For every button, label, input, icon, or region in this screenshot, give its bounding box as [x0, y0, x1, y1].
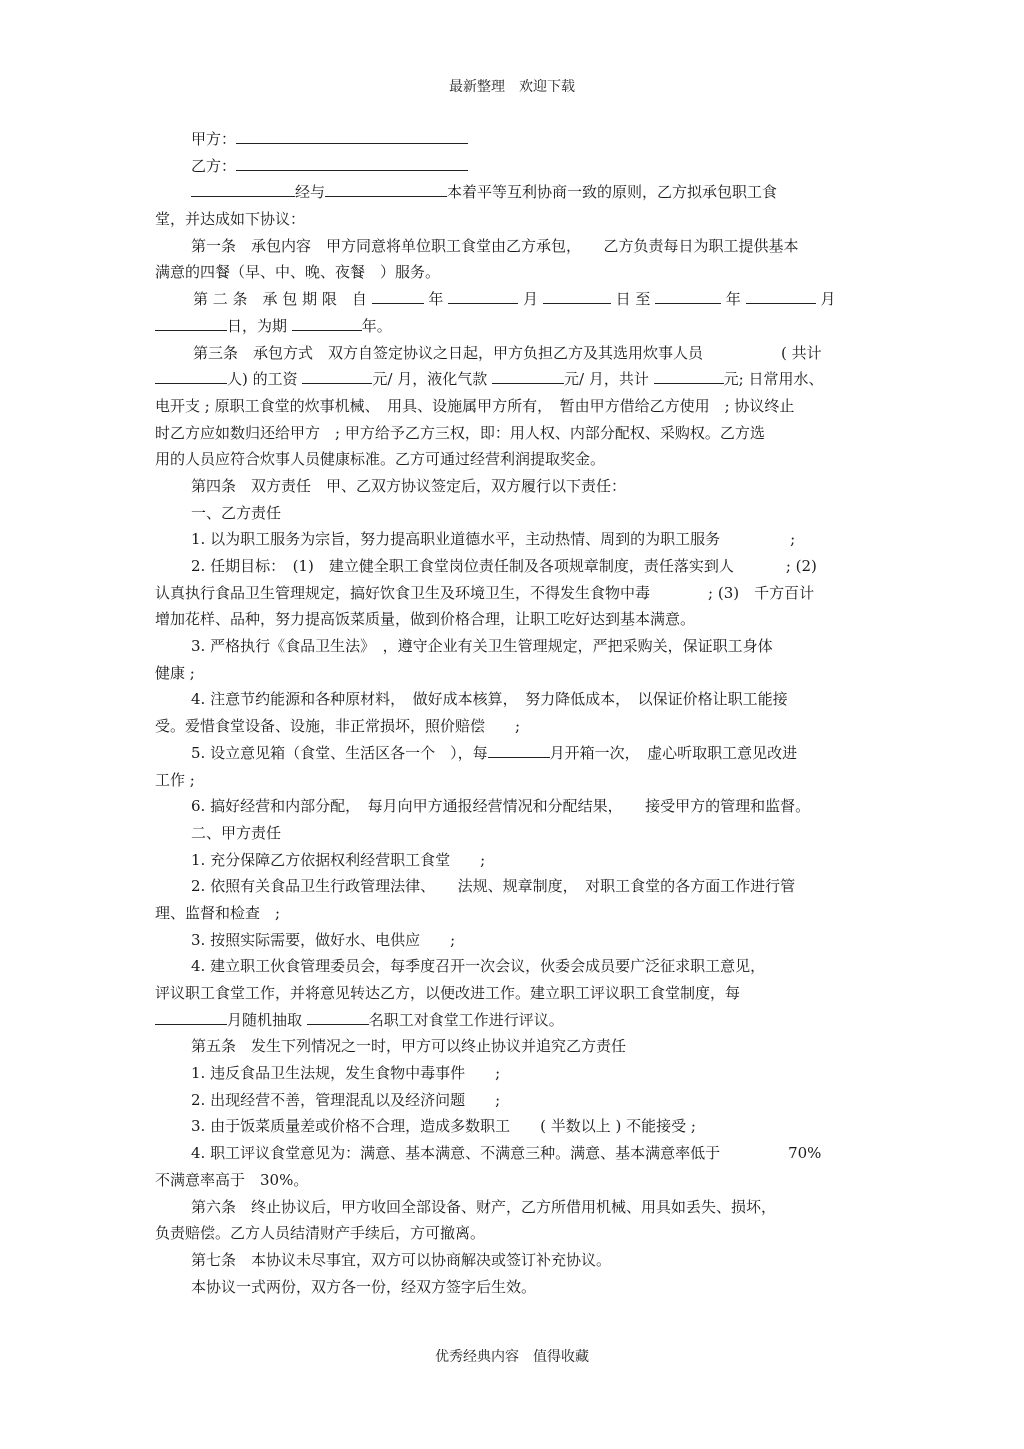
page-header: 最新整理 欢迎下载 — [449, 79, 575, 95]
paragraph-line: 时乙方应如数归还给甲方 ; 甲方给予乙方三权，即：用人权、内部分配权、采购权。乙方选 — [155, 423, 765, 442]
party-b-blank[interactable] — [236, 154, 468, 171]
article-2-line — [155, 286, 867, 313]
list-item — [155, 526, 867, 553]
party-a-line — [155, 126, 867, 153]
blank[interactable] — [448, 287, 518, 304]
blank[interactable] — [488, 741, 550, 758]
paragraph-line: 不满意率高于 30%。 — [155, 1170, 309, 1189]
text: 月随机抽取 — [227, 1010, 303, 1029]
list-item: 2. 出现经营不善，管理混乱以及经济问题 ; — [191, 1090, 501, 1109]
party-b-label: 乙方： — [191, 156, 237, 175]
text: 年。 — [361, 316, 392, 335]
text: ; — [790, 530, 796, 549]
section-heading: 二、甲方责任 — [191, 823, 282, 842]
text: 日 至 — [615, 290, 651, 309]
blank[interactable] — [372, 287, 424, 304]
party-a-blank[interactable] — [236, 127, 468, 144]
text: 人) 的工资 — [227, 370, 298, 389]
paragraph-line: 用的人员应符合炊事人员健康标准。乙方可通过经营利润提取奖金。 — [155, 450, 606, 469]
list-item: 3. 按照实际需要，做好水、电供应 ; — [191, 930, 456, 949]
closing-line: 本协议一式两份，双方各一份，经双方签字后生效。 — [191, 1277, 537, 1296]
text: 年 — [428, 290, 444, 309]
paragraph-line — [155, 1007, 867, 1034]
blank[interactable] — [155, 314, 227, 331]
article-4-line: 第四条 双方责任 甲、乙双方协议签定后，双方履行以下责任： — [191, 476, 627, 495]
list-item: 6. 搞好经营和内部分配， 每月向甲方通报经营情况和分配结果， 接受甲方的管理和监督。 — [191, 797, 811, 816]
text: 日，为期 — [227, 316, 288, 335]
blank[interactable] — [155, 367, 227, 384]
text: 70% — [788, 1144, 822, 1163]
paragraph-line: 负责赔偿。乙方人员结清财产手续后，方可撤离。 — [155, 1224, 486, 1243]
paragraph-line: 电开支 ; 原职工食堂的炊事机械、 用具、设施属甲方所有， 暂由甲方借给乙方使用 ; 协议终止 — [155, 396, 795, 415]
text: 元/ 月，共计 — [564, 370, 649, 389]
text: 月开箱一次， 虚心听取职工意见改进 — [549, 743, 798, 762]
blank[interactable] — [155, 1008, 227, 1025]
text: ( 共计 — [781, 343, 822, 362]
blank[interactable] — [543, 287, 611, 304]
text: 月 — [522, 290, 538, 309]
paragraph-line — [155, 366, 867, 393]
article-7-line: 第七条 本协议未尽事宜，双方可以协商解决或签订补充协议。 — [191, 1250, 612, 1269]
list-item: 2. 依照有关食品卫生行政管理法律、 法规、规章制度， 对职工食堂的各方面工作进行管 — [191, 877, 796, 896]
text: 1. 以为职工服务为宗旨，努力提高职业道德水平，主动热情、周到的为职工服务 — [191, 530, 721, 549]
paragraph-line — [155, 313, 867, 340]
blank[interactable] — [191, 180, 295, 197]
list-item: 4. 建立职工伙食管理委员会，每季度召开一次会议，伙委会成员要广泛征求职工意见， — [191, 957, 766, 976]
party-b-line — [155, 153, 867, 180]
list-item — [155, 740, 867, 767]
text: 名职工对食堂工作进行评议。 — [368, 1010, 564, 1029]
paragraph-line — [155, 580, 867, 607]
paragraph-line: 堂，并达成如下协议： — [155, 210, 306, 229]
text: 元; 日常用水、 — [723, 370, 824, 389]
paragraph-line: 理、监督和检查 ; — [155, 903, 281, 922]
party-a-label: 甲方： — [191, 130, 237, 148]
article-5-line: 第五条 发生下列情况之一时，甲方可以终止协议并追究乙方责任 — [191, 1037, 627, 1056]
text: 第三条 承包方式 双方自签定协议之日起，甲方负担乙方及其选用炊事人员 — [193, 343, 704, 362]
paragraph-line: 受。爱惜食堂设备、设施，非正常损坏，照价赔偿 ; — [155, 717, 521, 736]
list-item — [155, 1140, 867, 1167]
text: 5. 设立意见箱（食堂、生活区各一个 ），每 — [191, 743, 488, 762]
text: 月 — [820, 290, 836, 309]
text: 4. 职工评议食堂意见为：满意、基本满意、不满意三种。满意、基本满意率低于 — [191, 1144, 721, 1163]
paragraph-line: 评议职工食堂工作，并将意见转达乙方，以便改进工作。建立职工评议职工食堂制度，每 — [155, 984, 741, 1002]
paragraph-line: 增加花样、品种，努力提高饭菜质量，做到价格合理，让职工吃好达到基本满意。 — [155, 610, 696, 629]
text: 第 二 条 承 包 期 限 自 — [193, 290, 367, 309]
section-heading: 一、乙方责任 — [191, 503, 282, 522]
list-item: 1. 违反食品卫生法规，发生食物中毒事件 ; — [191, 1064, 501, 1083]
blank[interactable] — [492, 367, 564, 384]
list-item: 1. 充分保障乙方依据权利经营职工食堂 ; — [191, 850, 486, 869]
text: 2. 任期目标： (1) 建立健全职工食堂岗位责任制及各项规章制度，责任落实到人 — [191, 557, 734, 575]
text: 元/ 月，液化气款 — [372, 370, 488, 389]
article-6-line: 第六条 终止协议后，甲方收回全部设备、财产，乙方所借用机械、用具如丢失、损坏， — [191, 1197, 777, 1216]
text: 经与 — [295, 183, 326, 202]
article-1-line: 第一条 承包内容 甲方同意将单位职工食堂由乙方承包， 乙方负责每日为职工提供基本 — [191, 236, 799, 255]
paragraph-line: 满意的四餐（早、中、晚、夜餐 ）服务。 — [155, 263, 441, 282]
blank[interactable] — [746, 287, 816, 304]
blank[interactable] — [325, 180, 447, 197]
text: 本着平等互利协商一致的原则，乙方拟承包职工食 — [447, 183, 778, 202]
page-footer: 优秀经典内容 值得收藏 — [435, 1349, 589, 1365]
blank[interactable] — [307, 1008, 369, 1025]
article-3-line — [155, 340, 867, 367]
blank[interactable] — [654, 367, 724, 384]
text: ; (3) 千方百计 — [708, 583, 815, 602]
intro-line — [155, 179, 867, 206]
list-item — [155, 553, 867, 580]
blank[interactable] — [302, 367, 372, 384]
list-item: 4. 注意节约能源和各种原材料， 做好成本核算， 努力降低成本， 以保证价格让职工能接 — [191, 690, 788, 709]
paragraph-line: 健康 ; — [155, 663, 195, 682]
paragraph-line: 工作 ; — [155, 770, 195, 789]
text: 年 — [725, 290, 741, 309]
blank[interactable] — [292, 314, 362, 331]
contract-body — [155, 126, 867, 1300]
text: 认真执行食品卫生管理规定，搞好饮食卫生及环境卫生，不得发生食物中毒 — [155, 583, 651, 602]
list-item: 3. 由于饭菜质量差或价格不合理，造成多数职工 ( 半数以上 ) 不能接受 ; — [191, 1117, 696, 1136]
text: ; (2) — [785, 557, 817, 575]
list-item: 3. 严格执行《食品卫生法》 ，遵守企业有关卫生管理规定，严把采购关，保证职工身体 — [191, 637, 773, 656]
blank[interactable] — [655, 287, 721, 304]
